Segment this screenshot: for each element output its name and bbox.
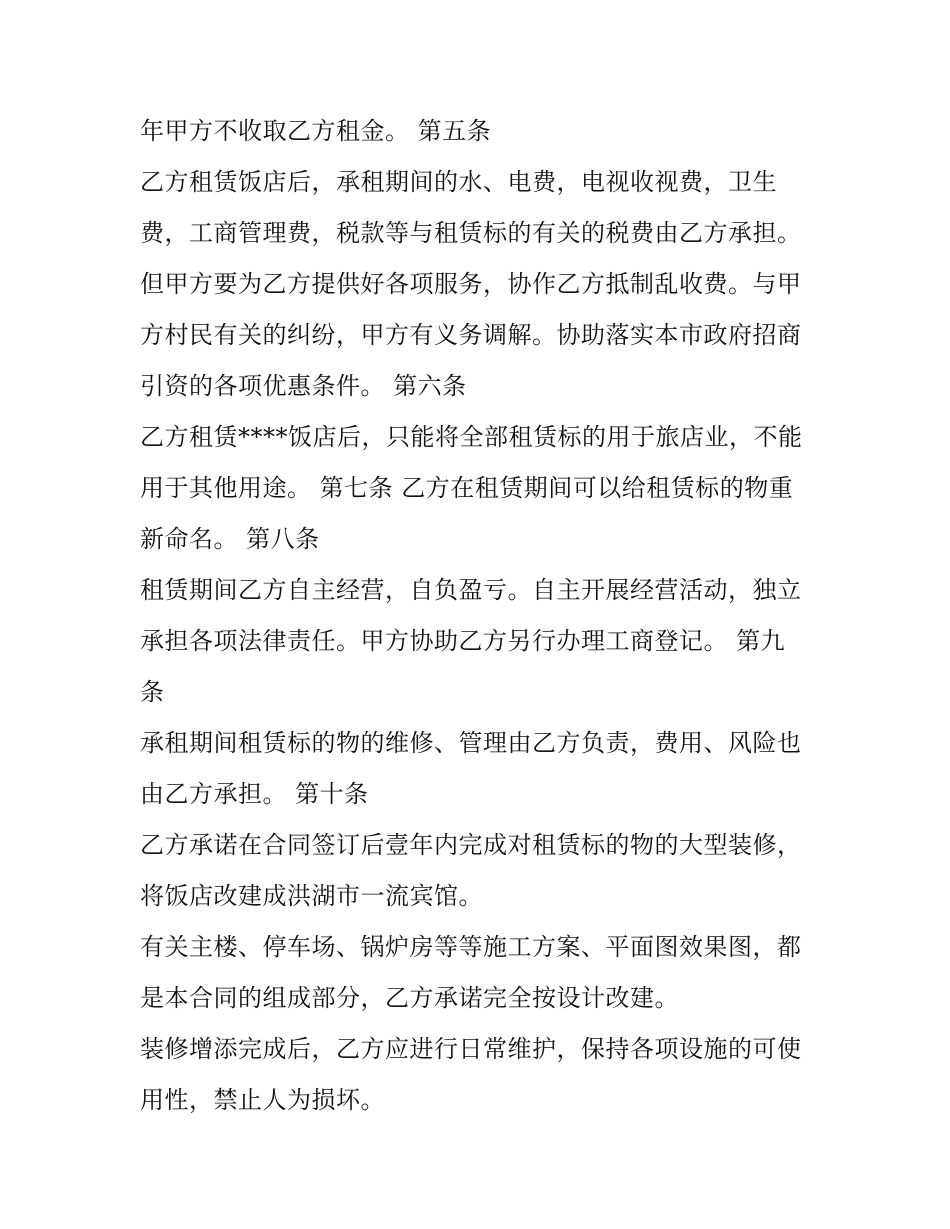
text-line: 新命名。 第八条 [140,525,320,553]
text-line: 乙方租赁饭店后，承租期间的水、电费，电视收视费，卫生 [140,168,777,196]
text-line: 引资的各项优惠条件。 第六条 [140,372,467,400]
text-line: 方村民有关的纠纷，甲方有义务调解。协助落实本市政府招商 [140,321,802,349]
text-line: 装修增添完成后，乙方应进行日常维护，保持各项设施的可使 [140,1035,802,1063]
text-line: 承担各项法律责任。甲方协助乙方另行办理工商登记。 第九 [140,627,786,655]
text-line: 有关主楼、停车场、锅炉房等等施工方案、平面图效果图，都 [140,933,802,961]
text-line: 条 [140,678,165,706]
text-line: 乙方租赁****饭店后，只能将全部租赁标的用于旅店业，不能 [140,423,803,451]
text-line: 乙方承诺在合同签订后壹年内完成对租赁标的物的大型装修， [140,831,802,859]
text-line: 是本合同的组成部分，乙方承诺完全按设计改建。 [140,984,679,1012]
text-line: 但甲方要为乙方提供好各项服务，协作乙方抵制乱收费。与甲 [140,270,802,298]
text-line: 由乙方承担。 第十条 [140,780,369,808]
text-line: 承租期间租赁标的物的维修、管理由乙方负责，费用、风险也 [140,729,802,757]
text-line: 租赁期间乙方自主经营，自负盈亏。自主开展经营活动，独立 [140,576,802,604]
text-line: 年甲方不收取乙方租金。 第五条 [140,117,492,145]
text-line: 费，工商管理费，税款等与租赁标的有关的税费由乙方承担。 [140,219,802,247]
contract-body [140,108,830,1128]
text-line: 用于其他用途。 第七条 乙方在租赁期间可以给租赁标的物重 [140,474,794,502]
text-line: 用性，禁止人为损坏。 [140,1086,385,1114]
text-line: 将饭店改建成洪湖市一流宾馆。 [140,882,483,910]
